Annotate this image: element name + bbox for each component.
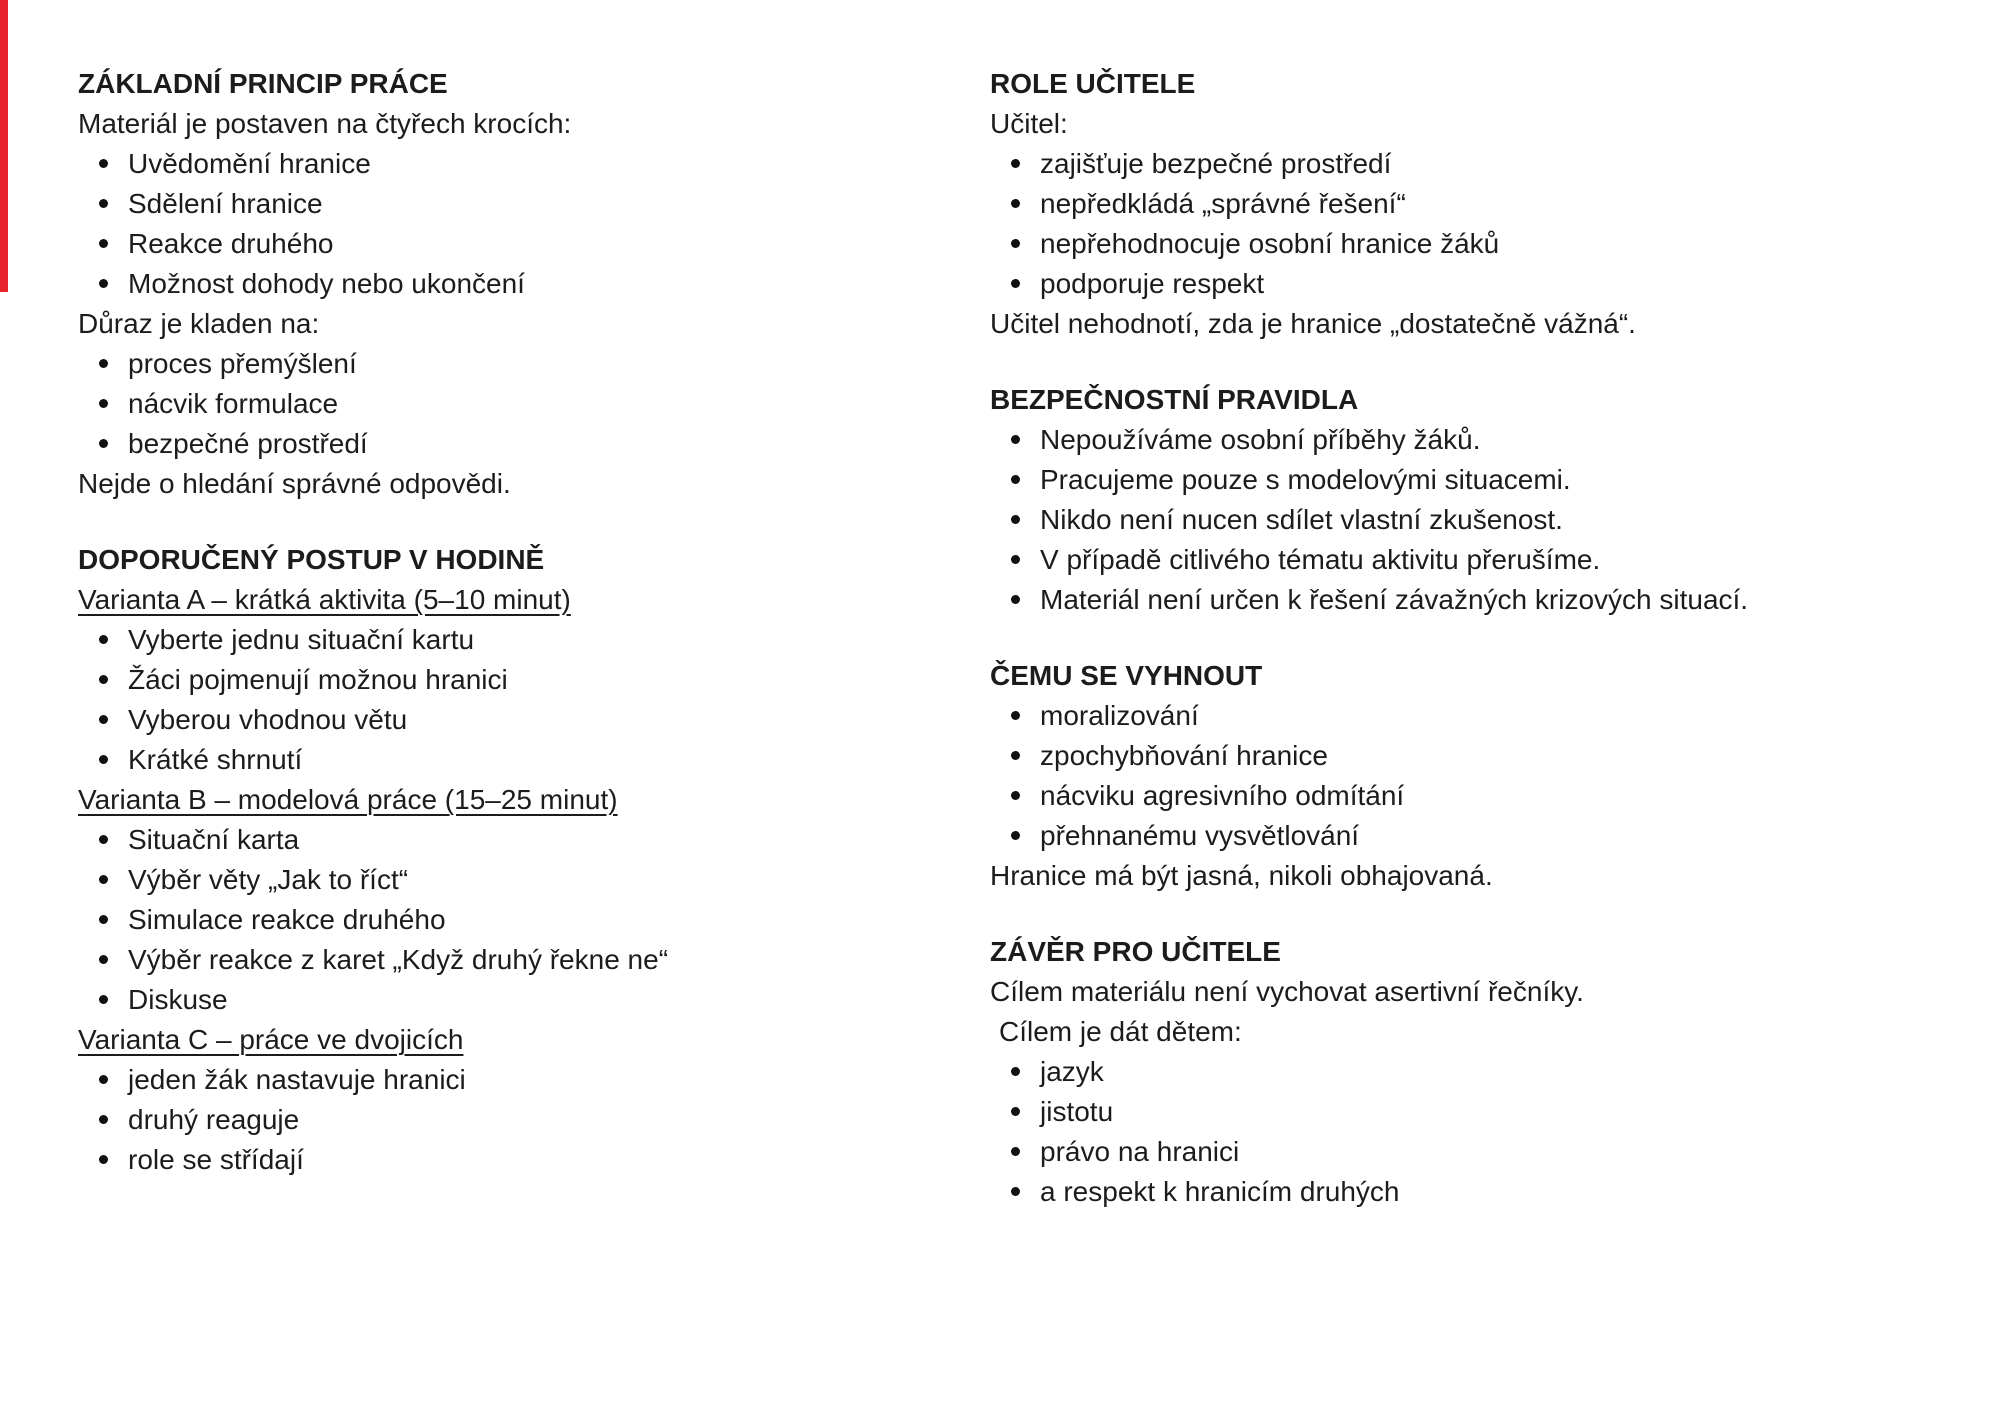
list-item bbox=[78, 900, 958, 940]
list-item bbox=[990, 1172, 1930, 1212]
list-item bbox=[990, 1052, 1930, 1092]
list-item-text: Situační karta bbox=[128, 824, 300, 855]
list-item-text: podporuje respekt bbox=[1040, 268, 1265, 299]
bullet-icon bbox=[78, 184, 128, 224]
section-heading: ZÁKLADNÍ PRINCIP PRÁCE bbox=[78, 68, 448, 99]
list-item-text: zpochybňování hranice bbox=[1040, 740, 1328, 771]
bullet-icon bbox=[990, 460, 1040, 500]
list-item bbox=[78, 344, 958, 384]
list-item-text: přehnanému vysvětlování bbox=[1040, 820, 1360, 851]
list-item-text: role se střídají bbox=[128, 1144, 304, 1175]
list-item-text: Vyberte jednu situační kartu bbox=[128, 624, 475, 655]
bullet-icon bbox=[990, 184, 1040, 224]
list-item-text: druhý reaguje bbox=[128, 1104, 300, 1135]
bullet-icon bbox=[990, 580, 1040, 620]
bullet-icon bbox=[78, 424, 128, 464]
bullet-icon bbox=[990, 736, 1040, 776]
list-item-text: moralizování bbox=[1040, 700, 1199, 731]
bullet-icon bbox=[990, 776, 1040, 816]
variant-label: Varianta C – práce ve dvojicích bbox=[78, 1024, 464, 1055]
list-item-text: Výběr věty „Jak to říct“ bbox=[128, 864, 409, 895]
list-item bbox=[78, 264, 958, 304]
list-item-text: Reakce druhého bbox=[128, 228, 334, 259]
bullet-icon bbox=[78, 1100, 128, 1140]
list-item-text: bezpečné prostředí bbox=[128, 428, 368, 459]
list-item-text: Nepoužíváme osobní příběhy žáků. bbox=[1040, 424, 1481, 455]
list-item-text: nepředkládá „správné řešení“ bbox=[1040, 188, 1406, 219]
right-column bbox=[990, 64, 1930, 1212]
list-item-text: Možnost dohody nebo ukončení bbox=[128, 268, 525, 299]
bullet-icon bbox=[990, 500, 1040, 540]
paragraph: Hranice má být jasná, nikoli obhajovaná. bbox=[990, 860, 1493, 891]
paragraph: Nejde o hledání správné odpovědi. bbox=[78, 468, 511, 499]
bullet-icon bbox=[78, 1060, 128, 1100]
list-item-text: Diskuse bbox=[128, 984, 228, 1015]
list-item-text: Sdělení hranice bbox=[128, 188, 323, 219]
page-edge-red-mark bbox=[0, 0, 8, 292]
section-heading: ZÁVĚR PRO UČITELE bbox=[990, 936, 1281, 967]
paragraph: Materiál je postaven na čtyřech krocích: bbox=[78, 108, 572, 139]
list-item-text: jistotu bbox=[1040, 1096, 1114, 1127]
list-item-text: nácvik formulace bbox=[128, 388, 339, 419]
list-item-text: Uvědomění hranice bbox=[128, 148, 371, 179]
list-item-text: jazyk bbox=[1040, 1056, 1104, 1087]
bullet-icon bbox=[990, 696, 1040, 736]
bullet-icon bbox=[990, 1052, 1040, 1092]
bullet-icon bbox=[990, 816, 1040, 856]
list-item-text: právo na hranici bbox=[1040, 1136, 1240, 1167]
paragraph: Učitel nehodnotí, zda je hranice „dostatečně vážná“. bbox=[990, 308, 1636, 339]
list-item-text: nácviku agresivního odmítání bbox=[1040, 780, 1405, 811]
variant-label: Varianta B – modelová práce (15–25 minut) bbox=[78, 784, 618, 815]
list-item bbox=[990, 540, 1930, 580]
bullet-icon bbox=[78, 900, 128, 940]
list-item bbox=[990, 736, 1930, 776]
list-item bbox=[78, 820, 958, 860]
section-gap bbox=[990, 344, 1930, 380]
list-item-text: a respekt k hranicím druhých bbox=[1040, 1176, 1400, 1207]
list-item-text: V případě citlivého tématu aktivitu přerušíme. bbox=[1040, 544, 1601, 575]
list-item bbox=[990, 580, 1930, 620]
list-item-text: nepřehodnocuje osobní hranice žáků bbox=[1040, 228, 1500, 259]
bullet-icon bbox=[78, 224, 128, 264]
list-item bbox=[78, 424, 958, 464]
list-item bbox=[990, 184, 1930, 224]
list-item-text: Krátké shrnutí bbox=[128, 744, 303, 775]
bullet-icon bbox=[990, 1132, 1040, 1172]
list-item bbox=[990, 500, 1930, 540]
list-item bbox=[78, 1140, 958, 1180]
list-item bbox=[78, 940, 958, 980]
list-item bbox=[990, 696, 1930, 736]
list-item bbox=[78, 620, 958, 660]
list-item bbox=[990, 264, 1930, 304]
list-item-text: zajišťuje bezpečné prostředí bbox=[1040, 148, 1392, 179]
bullet-icon bbox=[78, 1140, 128, 1180]
list-item-text: Simulace reakce druhého bbox=[128, 904, 446, 935]
list-item-text: Materiál není určen k řešení závažných krizových situací. bbox=[1040, 584, 1749, 615]
paragraph: Důraz je kladen na: bbox=[78, 308, 320, 339]
bullet-icon bbox=[78, 620, 128, 660]
section-gap bbox=[990, 620, 1930, 656]
bullet-icon bbox=[990, 264, 1040, 304]
list-item bbox=[78, 1100, 958, 1140]
list-item bbox=[990, 816, 1930, 856]
list-item bbox=[78, 144, 958, 184]
bullet-icon bbox=[78, 860, 128, 900]
bullet-icon bbox=[78, 980, 128, 1020]
section-heading: DOPORUČENÝ POSTUP V HODINĚ bbox=[78, 544, 545, 575]
list-item bbox=[78, 1060, 958, 1100]
list-item-text: proces přemýšlení bbox=[128, 348, 357, 379]
bullet-icon bbox=[78, 940, 128, 980]
paragraph: Cílem je dát dětem: bbox=[999, 1016, 1242, 1047]
list-item bbox=[78, 660, 958, 700]
bullet-icon bbox=[78, 820, 128, 860]
list-item bbox=[78, 980, 958, 1020]
list-item bbox=[78, 184, 958, 224]
section-heading: ROLE UČITELE bbox=[990, 68, 1196, 99]
variant-label: Varianta A – krátká aktivita (5–10 minut) bbox=[78, 584, 571, 615]
bullet-icon bbox=[990, 1092, 1040, 1132]
bullet-icon bbox=[990, 540, 1040, 580]
section-heading: ČEMU SE VYHNOUT bbox=[990, 660, 1263, 691]
section-heading: BEZPEČNOSTNÍ PRAVIDLA bbox=[990, 384, 1359, 415]
list-item bbox=[990, 420, 1930, 460]
list-item-text: Pracujeme pouze s modelovými situacemi. bbox=[1040, 464, 1571, 495]
left-column bbox=[78, 64, 958, 1180]
bullet-icon bbox=[990, 420, 1040, 460]
list-item-text: Nikdo není nucen sdílet vlastní zkušenost. bbox=[1040, 504, 1563, 535]
list-item bbox=[78, 860, 958, 900]
list-item bbox=[78, 700, 958, 740]
list-item bbox=[990, 460, 1930, 500]
list-item bbox=[990, 1092, 1930, 1132]
paragraph: Cílem materiálu není vychovat asertivní řečníky. bbox=[990, 976, 1584, 1007]
list-item-text: jeden žák nastavuje hranici bbox=[128, 1064, 466, 1095]
list-item bbox=[78, 740, 958, 780]
list-item bbox=[78, 224, 958, 264]
bullet-icon bbox=[78, 740, 128, 780]
section-gap bbox=[78, 504, 958, 540]
list-item-text: Výběr reakce z karet „Když druhý řekne ne“ bbox=[128, 944, 669, 975]
list-item bbox=[990, 224, 1930, 264]
list-item bbox=[990, 776, 1930, 816]
bullet-icon bbox=[78, 344, 128, 384]
bullet-icon bbox=[78, 144, 128, 184]
section-gap bbox=[990, 896, 1930, 932]
bullet-icon bbox=[990, 224, 1040, 264]
list-item-text: Žáci pojmenují možnou hranici bbox=[128, 664, 508, 695]
bullet-icon bbox=[78, 384, 128, 424]
bullet-icon bbox=[78, 264, 128, 304]
paragraph: Učitel: bbox=[990, 108, 1068, 139]
list-item-text: Vyberou vhodnou větu bbox=[128, 704, 408, 735]
bullet-icon bbox=[990, 1172, 1040, 1212]
list-item bbox=[990, 1132, 1930, 1172]
list-item bbox=[990, 144, 1930, 184]
bullet-icon bbox=[78, 660, 128, 700]
bullet-icon bbox=[990, 144, 1040, 184]
bullet-icon bbox=[78, 700, 128, 740]
list-item bbox=[78, 384, 958, 424]
